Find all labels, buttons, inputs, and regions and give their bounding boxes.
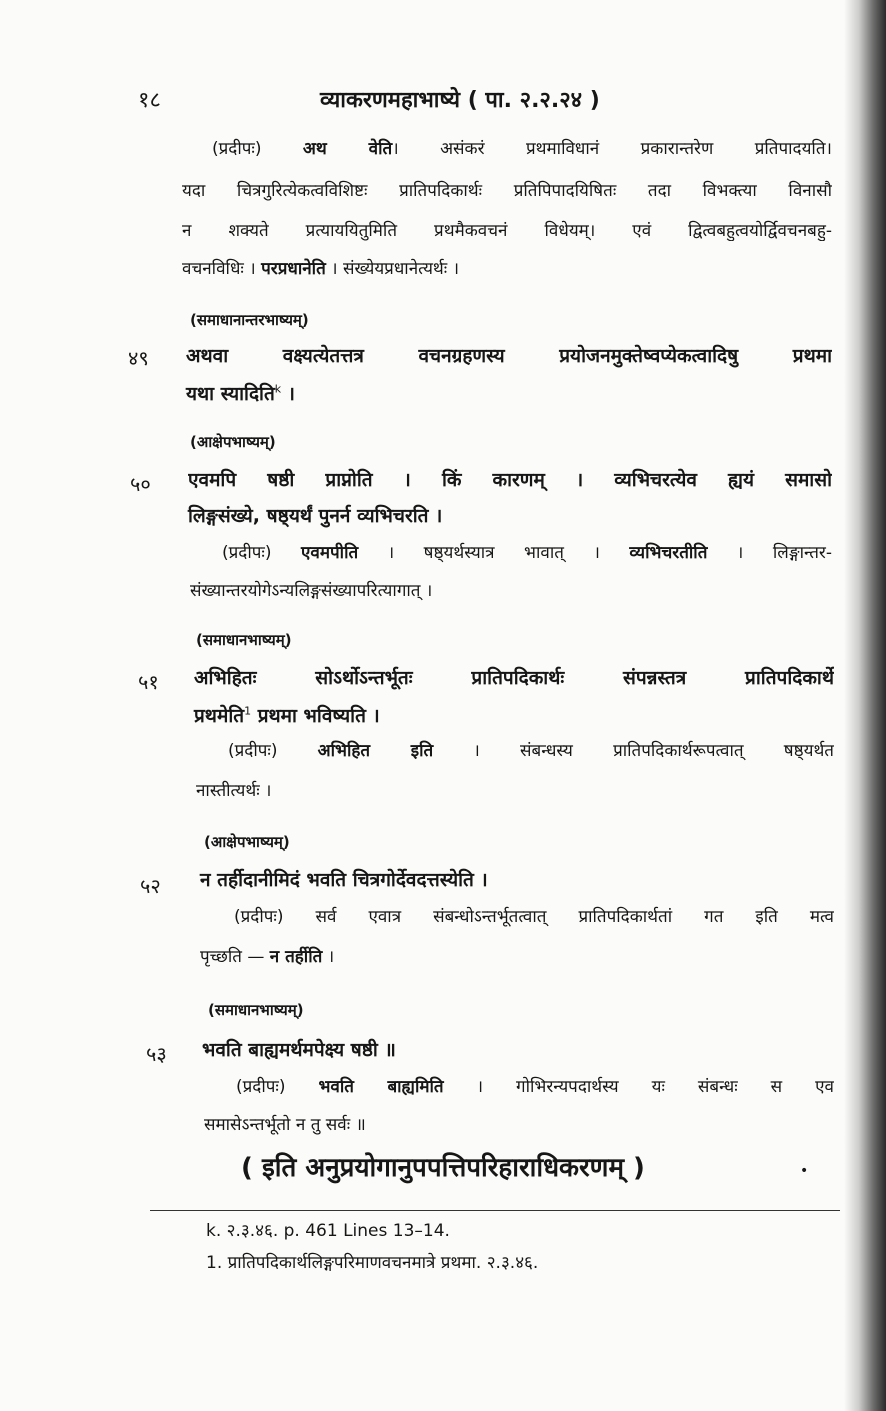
section-52-number: ५२ [140,874,161,898]
pradipa-label: (प्रदीपः) [228,741,318,761]
footnote-rule [150,1210,840,1211]
pradipa-lemma: व्यभिचरतीति [629,543,708,563]
section-51-heading: (समाधानभाष्यम्) [196,631,292,649]
pradipa-lemma: अथ वेति [302,139,393,159]
pradipa-label: (प्रदीपः) [222,543,301,563]
section-53-pradipa-line-2: समासेऽन्तर्भूतो न तु सर्वः ॥ [204,1115,366,1135]
pradipa-text: । संख्येयप्रधानेत्यर्थः । [325,259,460,279]
section-49-line-1: अथवा वक्ष्यत्येतत्तत्र वचनग्रहणस्य प्रयोजनमुक्तेष्वप्येकत्वादिषु प्रथमा [186,345,832,367]
pradipa-lemma: भवति बाह्यमिति [318,1077,444,1097]
pradipa-lemma: अभिहित इति [317,741,434,761]
section-52-heading: (आक्षेपभाष्यम्) [204,833,290,851]
section-51-line-2 [194,702,380,728]
section-53-heading: (समाधानभाष्यम्) [208,1001,304,1019]
footnote-k: k. २.३.४६. p. 461 Lines 13–14. [206,1221,450,1241]
section-50-line-1: एवमपि षष्ठी प्राप्नोति । किं कारणम् । व्यभिचरत्येव ह्ययं समासो [188,469,832,491]
section-52-pradipa-line-1: (प्रदीपः) सर्व एवात्र संबन्धोऽन्तर्भूतत्वात् प्रातिपदिकार्थतां गत इति मत्व [234,907,834,927]
bhashya-text: यथा स्यादिति [186,383,275,405]
section-53-pradipa-line-1 [236,1074,834,1097]
section-53-line-1: भवति बाह्यमर्थमपेक्ष्य षष्ठी ॥ [202,1039,396,1061]
pradipa-1-line-4 [182,256,459,279]
footnote-marker: 1 [244,704,252,718]
pradipa-lemma: एवमपीति [301,543,359,563]
page-number: १८ [138,88,161,113]
section-50-number: ५० [130,472,151,496]
pradipa-text: । लिङ्गान्तर- [707,543,832,563]
pradipa-1-line-3: न शक्यते प्रत्याययितुमिति प्रथमैकवचनं विधेयम्। एवं द्वित्वबहुत्वयोर्द्विवचनबहु- [182,221,832,241]
page-title: व्याकरणमहाभाष्ये ( पा. २.२.२४ ) [320,88,600,113]
pradipa-1-line-2: यदा चित्रगुरित्येकत्वविशिष्टः प्रातिपदिकार्थः प्रतिपिपादयिषितः तदा विभक्त्या विनासौ [182,181,832,201]
section-49-number: ४९ [128,346,149,370]
pradipa-text: पृच्छति — [200,947,270,967]
section-50-pradipa-line-2: संख्यान्तरयोगेऽन्यलिङ्गसंख्यापरित्यागात् । [190,581,433,601]
bhashya-text: प्रथमा भविष्यति । [251,705,380,727]
section-51-number: ५१ [138,670,159,694]
footnote-1: 1. प्रातिपदिकार्थलिङ्गपरिमाणवचनमात्रे प्रथमा. २.३.४६. [206,1253,539,1273]
pradipa-text: । षष्ठ्यर्थस्यात्र भावात् । [358,543,630,563]
section-53-number: ५३ [146,1042,167,1066]
section-52-pradipa-line-2 [200,944,334,967]
bhashya-text: । [281,383,295,405]
stray-mark: • [800,1163,809,1179]
pradipa-text: । संबन्धस्य प्रातिपदिकार्थरूपत्वात् षष्ठ्यर्थत [433,741,834,761]
bhashya-text: प्रथमेति [194,705,245,727]
pradipa-text: वचनविधिः । [182,259,262,279]
pradipa-label: (प्रदीपः) [236,1077,319,1097]
pradipa-text: । असंकरं प्रथमाविधानं प्रकारान्तरेण प्रतिपादयति। [392,139,832,159]
pradipa-label: (प्रदीपः) [212,139,303,159]
pradipa-text: । [322,947,335,967]
section-51-pradipa-line-1 [228,738,834,761]
section-51-pradipa-line-2: नास्तीत्यर्थः । [196,781,272,801]
adhikarana-conclusion: ( इति अनुप्रयोगानुपपत्तिपरिहाराधिकरणम् ) [241,1153,645,1183]
section-52-line-1: न तर्हीदानीमिदं भवति चित्रगोर्देवदत्तस्येति । [200,869,488,891]
section-49-line-2 [186,380,295,406]
section-50-pradipa-line-1 [222,540,832,563]
pradipa-lemma: परप्रधानेति [261,259,326,279]
footnote-marker: k [274,382,282,396]
page-edge-shadow [844,0,886,1411]
pradipa-lemma: न तर्हीति [269,947,323,967]
section-49-heading: (समाधानान्तरभाष्यम्) [190,311,309,329]
section-50-heading: (आक्षेपभाष्यम्) [190,433,276,451]
pradipa-text: । गोभिरन्यपदार्थस्य यः संबन्धः स एव [443,1077,834,1097]
section-51-line-1: अभिहितः सोऽर्थोऽन्तर्भूतः प्रातिपदिकार्थः संपन्नस्तत्र प्रातिपदिकार्थे [194,667,834,689]
section-50-line-2: लिङ्गसंख्ये, षष्ठ्यर्थं पुनर्न व्यभिचरति । [188,505,443,527]
pradipa-1-line-1 [212,136,832,159]
